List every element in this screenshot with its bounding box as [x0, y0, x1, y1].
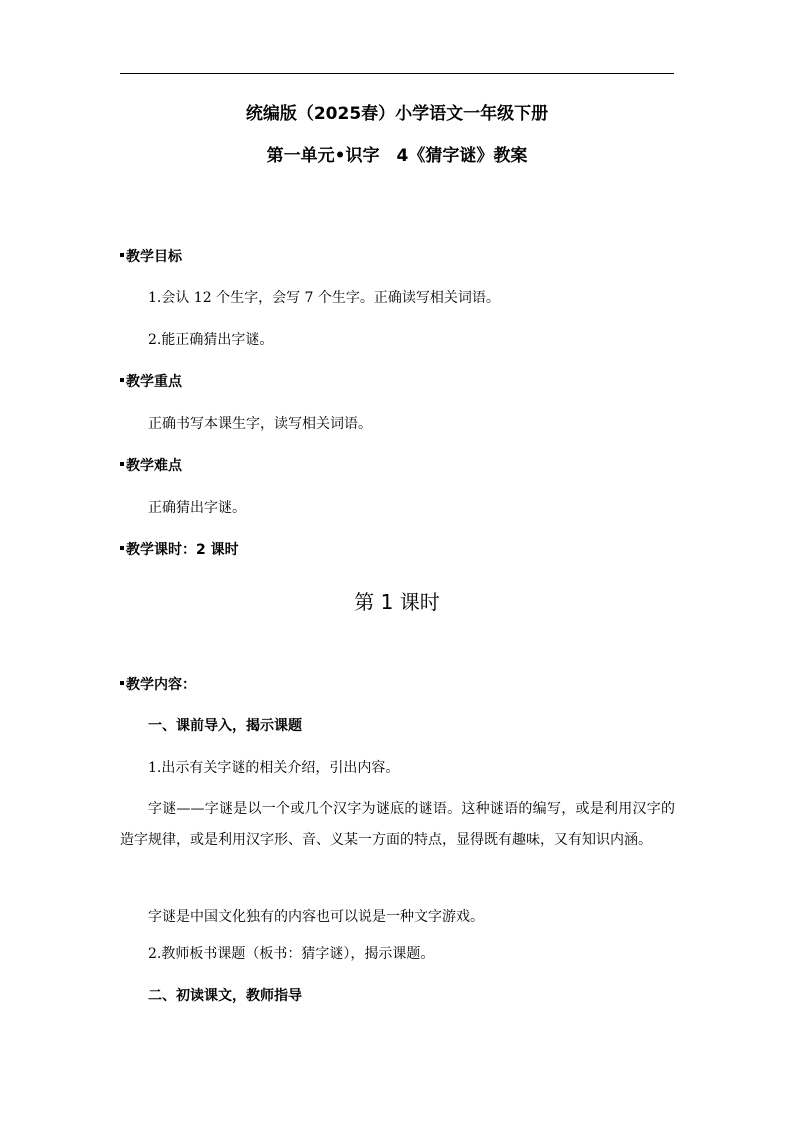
section-heading-difficulties: [120, 459, 182, 473]
step-1: 1.出示有关字谜的相关介绍，引出内容。: [148, 760, 400, 776]
heading-label: 教学难点: [126, 458, 182, 474]
goal-item-1: 1.会认 12 个生字，会写 7 个生字。正确读写相关词语。: [148, 290, 500, 306]
heading-label: 教学课时：2 课时: [126, 542, 239, 558]
lesson-title: 第 1 课时: [354, 590, 440, 614]
bullet-icon: [120, 546, 124, 550]
bullet-icon: [120, 378, 124, 382]
paragraph-riddle-culture: 字谜是中国文化独有的内容也可以说是一种文字游戏。: [148, 909, 484, 925]
key-points-text: 正确书写本课生字，读写相关词语。: [148, 416, 372, 432]
section-heading-content: [120, 678, 196, 692]
bullet-icon: [120, 681, 124, 685]
goal-item-2: 2.能正确猜出字谜。: [148, 332, 274, 348]
header-rule: [120, 73, 674, 74]
section-heading-key-points: [120, 375, 182, 389]
bullet-icon: [120, 462, 124, 466]
document-subtitle: 第一单元•识字 4《猜字谜》教案: [266, 146, 528, 166]
heading-label: 教学目标: [126, 249, 182, 265]
section-heading-goals: [120, 250, 182, 264]
heading-label: 教学内容：: [126, 677, 196, 693]
step-2: 2.教师板书课题（板书：猜字谜），揭示课题。: [148, 946, 435, 962]
difficulties-text: 正确猜出字谜。: [148, 500, 246, 516]
document-title: 统编版（2025春）小学语文一年级下册: [245, 104, 549, 124]
subsection-intro: 一、课前导入，揭示课题: [148, 718, 302, 734]
bullet-icon: [120, 253, 124, 257]
section-heading-hours: [120, 543, 239, 557]
paragraph-riddle-definition: 字谜——字谜是以一个或几个汉字为谜底的谜语。这种谜语的编写，或是利用汉字的造字规律，或是利用汉字形、音、义某一方面的特点，显得既有趣味，又有知识内涵。: [120, 801, 675, 848]
heading-label: 教学重点: [126, 374, 182, 390]
subsection-first-reading: 二、初读课文，教师指导: [148, 988, 302, 1004]
